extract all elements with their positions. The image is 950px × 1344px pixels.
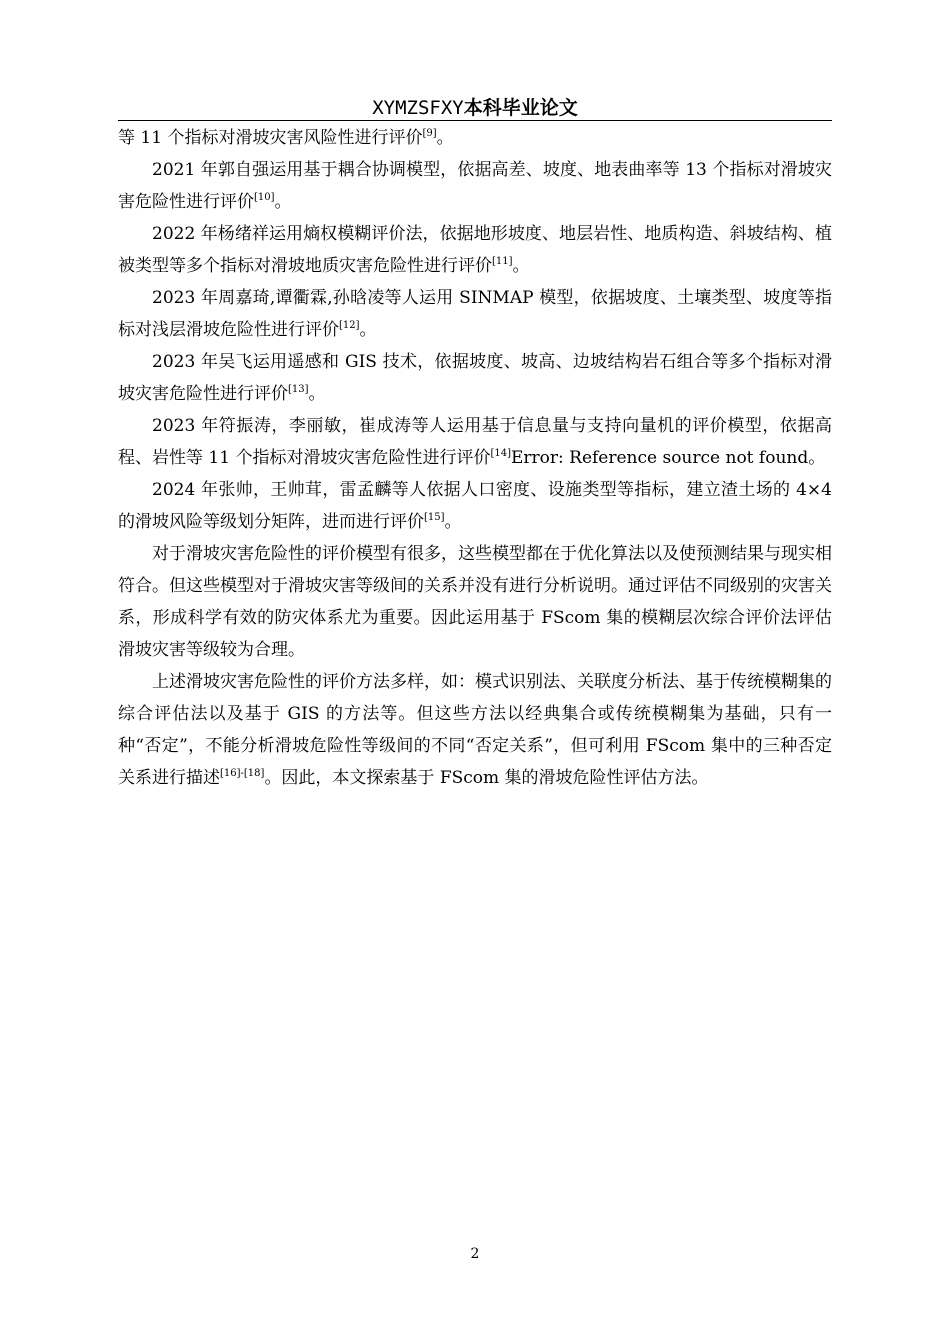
paragraph-text: 2024 年张帅，王帅茸，雷孟麟等人依据人口密度、设施类型等指标，建立渣土场的 4×4 的滑坡风险等级划分矩阵，进而进行评价 xyxy=(118,480,832,532)
paragraph xyxy=(118,154,832,218)
citation: [16]-[18] xyxy=(220,768,265,779)
paragraph-tail: 。 xyxy=(512,256,530,276)
page-header xyxy=(118,96,832,120)
citation: [9] xyxy=(422,128,437,139)
paragraph-text: 2022 年杨绪祥运用熵权模糊评价法，依据地形坡度、地层岩性、地质构造、斜坡结构、植被类型等多个指标对滑坡地质灾害危险性进行评价 xyxy=(118,224,832,276)
citation: [12] xyxy=(339,320,360,331)
paragraph-tail: 。 xyxy=(436,128,454,148)
citation: [11] xyxy=(492,256,513,267)
paragraph-tail: 。因此，本文探索基于 FScom 集的滑坡危险性评估方法。 xyxy=(264,768,709,788)
paragraph xyxy=(118,218,832,282)
citation: [10] xyxy=(254,192,275,203)
paragraph xyxy=(118,410,832,474)
paragraph xyxy=(118,282,832,346)
citation: [13] xyxy=(288,384,309,395)
paragraph-text: 等 11 个指标对滑坡灾害风险性进行评价 xyxy=(118,128,423,148)
paragraph-text: 2023 年符振涛，李丽敏，崔成涛等人运用基于信息量与支持向量机的评价模型，依据高程、岩性等 11 个指标对滑坡灾害危险性进行评价 xyxy=(118,416,832,468)
paragraph xyxy=(118,122,832,154)
paragraph-text: 2023 年周嘉琦,谭衢霖,孙晗凌等人运用 SINMAP 模型，依据坡度、土壤类型、坡度等指标对浅层滑坡危险性进行评价 xyxy=(118,288,832,340)
paragraph xyxy=(118,666,832,794)
paragraph-tail: 。 xyxy=(359,320,377,340)
paragraph-tail: 。 xyxy=(308,384,326,404)
paragraph xyxy=(118,346,832,410)
paragraph-tail: Error: Reference source not found。 xyxy=(510,448,826,468)
page-number: 2 xyxy=(470,1246,480,1262)
paragraph-tail: 。 xyxy=(444,512,462,532)
paragraph xyxy=(118,474,832,538)
paragraph-text: 上述滑坡灾害危险性的评价方法多样，如：模式识别法、关联度分析法、基于传统模糊集的综合评估法以及基于 GIS 的方法等。但这些方法以经典集合或传统模糊集为基础，只有一种“否定”，不能分析滑坡危险性等级间的不同“否定关系”，但可利用 FScom 集中的三种否定关系进行描述 xyxy=(118,672,832,788)
paragraph xyxy=(118,538,832,666)
header-title: 本科毕业论文 xyxy=(463,97,578,119)
paragraph-text: 对于滑坡灾害危险性的评价模型有很多，这些模型都在于优化算法以及使预测结果与现实相符合。但这些模型对于滑坡灾害等级间的关系并没有进行分析说明。通过评估不同级别的灾害关系，形成科学有效的防灾体系尤为重要。因此运用基于 FScom 集的模糊层次综合评价法评估滑坡灾害等级较为合理。 xyxy=(118,544,832,660)
paragraph-tail: 。 xyxy=(274,192,292,212)
citation: [15] xyxy=(424,512,445,523)
header-latin: XYMZSFXY xyxy=(372,97,464,119)
paragraph-text: 2023 年吴飞运用遥感和 GIS 技术，依据坡度、坡高、边坡结构岩石组合等多个指标对滑坡灾害危险性进行评价 xyxy=(118,352,832,404)
body-text xyxy=(118,122,832,794)
header-rule xyxy=(118,120,832,121)
paragraph-text: 2021 年郭自强运用基于耦合协调模型，依据高差、坡度、地表曲率等 13 个指标对滑坡灾害危险性进行评价 xyxy=(118,160,832,212)
citation: [14] xyxy=(490,448,511,459)
